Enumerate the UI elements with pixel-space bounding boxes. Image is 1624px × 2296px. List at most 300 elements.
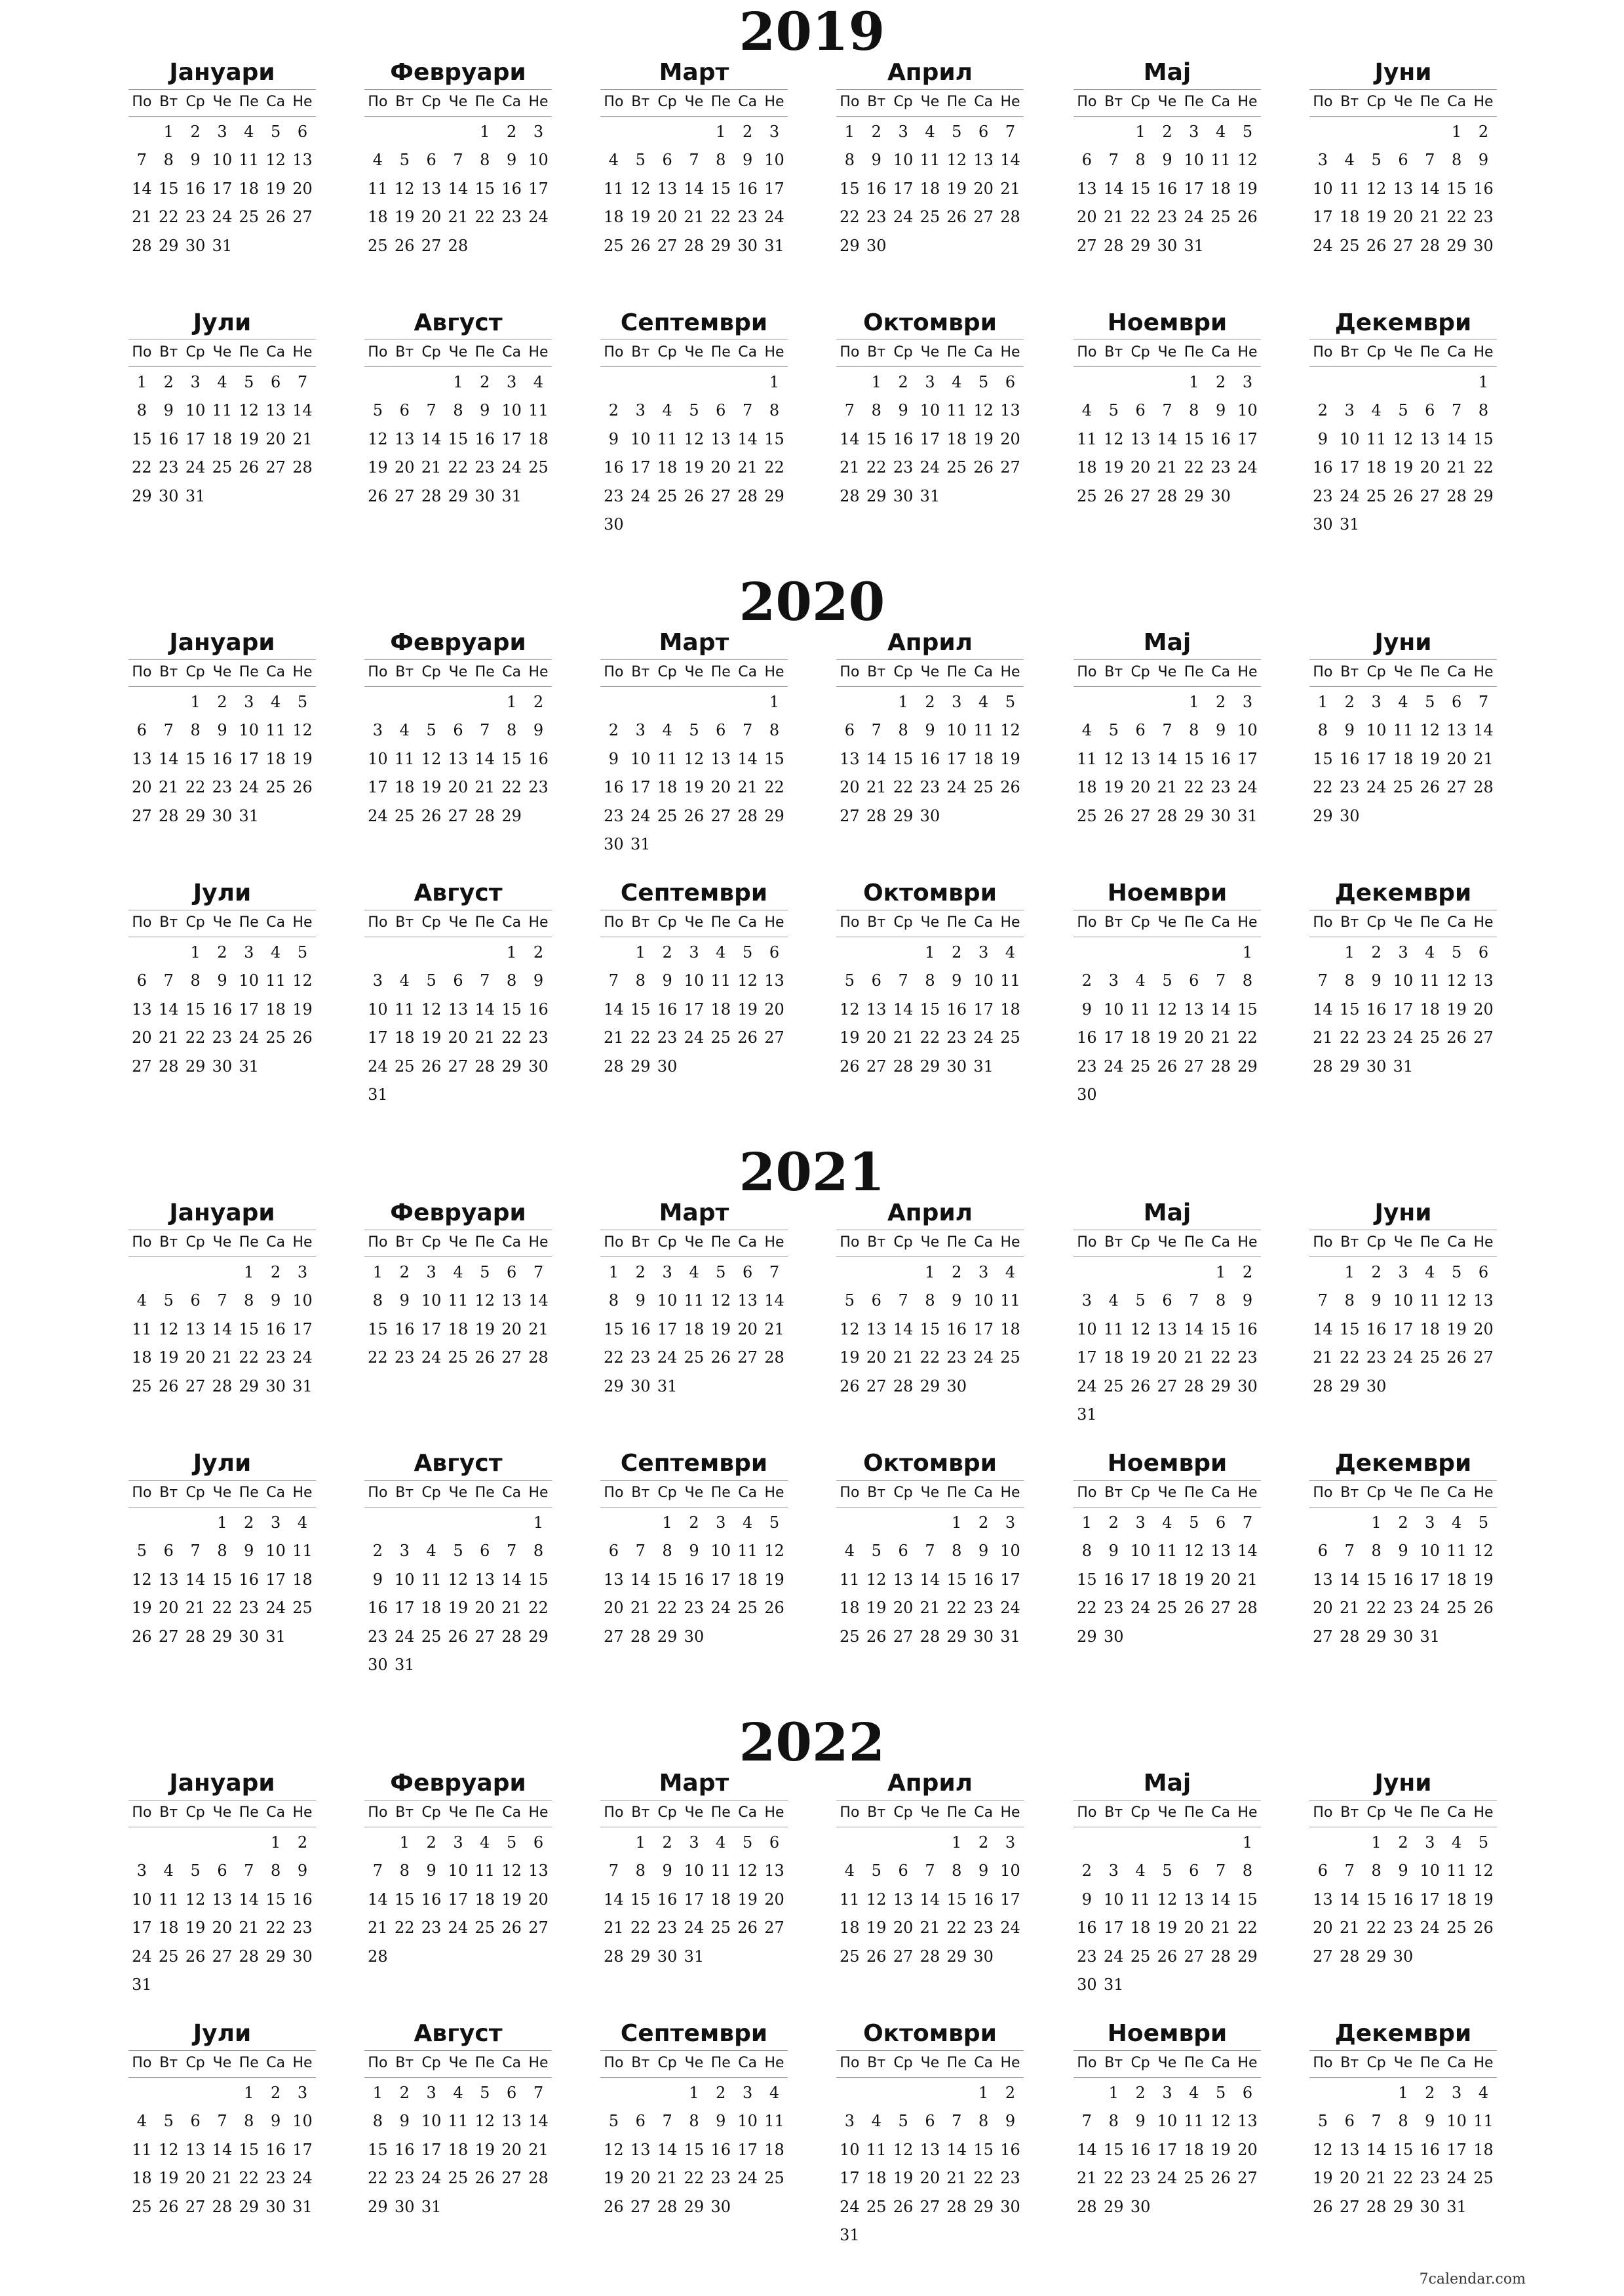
- day-number: 13: [630, 2140, 651, 2159]
- day-number: 1: [898, 693, 908, 711]
- day-number: 24: [421, 1348, 442, 1367]
- day-number: 1: [190, 943, 201, 962]
- day-number: 21: [1077, 2169, 1097, 2188]
- day-number: 26: [1157, 1057, 1178, 1076]
- day-number: 24: [1339, 486, 1360, 505]
- weekday-label: Са: [738, 1234, 758, 1251]
- day-number: 30: [394, 2197, 415, 2216]
- day-number: 17: [630, 458, 651, 477]
- day-number: 5: [769, 1513, 780, 1532]
- month-name: Јануари: [169, 1199, 275, 1226]
- day-number: 3: [925, 373, 935, 391]
- day-number: 19: [1420, 749, 1440, 768]
- day-number: 27: [265, 458, 286, 477]
- day-number: 29: [1339, 1376, 1360, 1395]
- day-number: 28: [657, 2197, 678, 2216]
- day-number: 13: [764, 971, 784, 990]
- empty-cell: [1154, 1829, 1181, 1857]
- day-number: 17: [421, 2140, 442, 2159]
- month-name: Октомври: [863, 1450, 997, 1477]
- month-name: Октомври: [863, 880, 997, 906]
- weekday-label: Са: [502, 664, 522, 680]
- day-number: 4: [271, 693, 281, 711]
- day-number: 16: [528, 749, 549, 768]
- day-number: 1: [635, 943, 646, 962]
- day-number: 17: [1420, 1890, 1440, 1909]
- day-number: 13: [1473, 971, 1494, 990]
- empty-cell: [1309, 1829, 1336, 1857]
- weekday-header: [1073, 340, 1261, 367]
- day-number: 21: [501, 1599, 522, 1618]
- day-number: 3: [1108, 971, 1119, 990]
- day-number: 5: [743, 943, 753, 962]
- day-number: 31: [394, 1655, 415, 1674]
- day-number: 17: [973, 1319, 994, 1338]
- day-number: 19: [421, 1028, 442, 1047]
- empty-cell: [734, 688, 761, 716]
- day-number: 29: [1184, 486, 1205, 505]
- weekday-label: Вт: [1104, 1485, 1123, 1501]
- day-number: 16: [710, 2140, 731, 2159]
- weekday-header: [1309, 659, 1497, 687]
- weekday-header: [600, 89, 788, 117]
- day-number: 21: [212, 1348, 233, 1367]
- day-number: 25: [1077, 486, 1097, 505]
- day-grid: [1309, 367, 1497, 539]
- day-number: 6: [978, 123, 989, 141]
- day-number: 19: [421, 778, 442, 797]
- day-number: 15: [1077, 1570, 1097, 1589]
- day-number: 4: [1135, 1861, 1146, 1880]
- empty-cell: [600, 368, 627, 397]
- day-number: 13: [185, 2140, 206, 2159]
- day-number: 2: [1108, 1513, 1119, 1532]
- day-number: 11: [1420, 1291, 1440, 1310]
- weekday-label: Вт: [1340, 664, 1359, 680]
- day-number: 24: [1237, 458, 1258, 477]
- day-number: 3: [716, 1513, 726, 1532]
- day-number: 29: [1339, 1057, 1360, 1076]
- day-number: 14: [946, 2140, 967, 2159]
- day-number: 30: [239, 1627, 260, 1646]
- month-calendar: [364, 2017, 552, 2221]
- day-number: 26: [1210, 2169, 1231, 2188]
- day-number: 10: [710, 1542, 731, 1561]
- weekday-label: Не: [292, 2055, 313, 2071]
- day-number: 10: [421, 2112, 442, 2131]
- weekday-label: Са: [738, 664, 758, 680]
- weekday-label: Са: [974, 914, 994, 931]
- day-number: 9: [898, 401, 908, 420]
- month-name: Февруари: [390, 1770, 526, 1797]
- day-number: 11: [604, 179, 624, 198]
- empty-cell: [1390, 118, 1417, 146]
- day-number: 6: [1216, 1513, 1226, 1532]
- day-number: 22: [212, 1599, 233, 1618]
- day-number: 25: [1157, 1599, 1178, 1618]
- day-number: 23: [1366, 1028, 1387, 1047]
- weekday-label: Ср: [1131, 94, 1150, 110]
- day-number: 19: [710, 1319, 731, 1338]
- day-number: 29: [919, 1376, 940, 1395]
- day-number: 20: [840, 778, 860, 797]
- month-name: Јуни: [1374, 629, 1432, 656]
- weekday-label: Ср: [657, 1804, 677, 1821]
- day-grid: [1073, 1257, 1261, 1429]
- day-number: 27: [630, 2197, 651, 2216]
- day-number: 3: [190, 373, 201, 391]
- day-number: 21: [474, 778, 495, 797]
- day-number: 9: [1398, 1542, 1408, 1561]
- day-number: 11: [1446, 1542, 1467, 1561]
- day-number: 3: [453, 1833, 463, 1852]
- day-number: 2: [952, 943, 962, 962]
- day-number: 12: [1103, 749, 1124, 768]
- day-number: 10: [421, 1291, 442, 1310]
- day-number: 24: [1446, 2169, 1467, 2188]
- day-number: 27: [1210, 1599, 1231, 1618]
- day-number: 18: [1000, 1000, 1020, 1019]
- day-number: 11: [737, 1542, 758, 1561]
- weekday-header: [1309, 1230, 1497, 1257]
- day-number: 11: [840, 1570, 860, 1589]
- day-number: 22: [630, 1918, 651, 1937]
- day-number: 8: [662, 1542, 672, 1561]
- weekday-label: По: [132, 1234, 152, 1251]
- day-number: 25: [866, 2197, 887, 2216]
- day-number: 30: [1339, 806, 1360, 825]
- empty-cell: [890, 1509, 917, 1537]
- month-name: Април: [887, 1770, 973, 1797]
- empty-cell: [155, 1829, 182, 1857]
- day-number: 30: [946, 1376, 967, 1395]
- day-number: 13: [1157, 1319, 1178, 1338]
- day-number: 29: [368, 2197, 388, 2216]
- day-number: 27: [604, 1627, 624, 1646]
- day-number: 16: [1366, 1319, 1387, 1338]
- day-number: 25: [212, 458, 233, 477]
- weekday-header: [836, 1230, 1024, 1257]
- day-number: 28: [1157, 806, 1178, 825]
- month-calendar: [128, 1447, 316, 1651]
- day-number: 29: [132, 486, 152, 505]
- day-number: 24: [893, 208, 914, 227]
- month-calendar: [1073, 1197, 1261, 1429]
- day-number: 18: [394, 778, 415, 797]
- day-number: 16: [1313, 458, 1333, 477]
- day-number: 20: [1393, 208, 1414, 227]
- day-number: 13: [1313, 1570, 1333, 1589]
- day-number: 24: [1000, 1918, 1020, 1937]
- day-number: 6: [1135, 721, 1146, 740]
- day-number: 10: [185, 401, 206, 420]
- weekday-label: Че: [1157, 664, 1177, 680]
- day-number: 9: [635, 1291, 646, 1310]
- day-number: 20: [501, 1319, 522, 1338]
- day-number: 5: [871, 1542, 881, 1561]
- weekday-label: Не: [764, 344, 784, 360]
- day-number: 28: [630, 1627, 651, 1646]
- weekday-header: [128, 1800, 316, 1827]
- day-number: 16: [1077, 1028, 1097, 1047]
- day-number: 8: [1081, 1542, 1092, 1561]
- day-number: 26: [1130, 1376, 1151, 1395]
- day-number: 6: [1478, 1263, 1489, 1281]
- empty-cell: [1073, 368, 1100, 397]
- day-number: 31: [919, 486, 940, 505]
- weekday-label: Вт: [1104, 914, 1123, 931]
- day-number: 29: [1130, 236, 1151, 255]
- day-number: 3: [1398, 1263, 1408, 1281]
- weekday-label: Не: [528, 2055, 549, 2071]
- day-number: 14: [212, 1319, 233, 1338]
- empty-cell: [1180, 1829, 1207, 1857]
- day-number: 15: [239, 2140, 260, 2159]
- day-grid: [1073, 117, 1261, 260]
- day-number: 26: [684, 806, 705, 825]
- day-number: 2: [399, 1263, 410, 1281]
- weekday-label: Пе: [710, 914, 731, 931]
- day-number: 2: [662, 943, 672, 962]
- day-number: 4: [1452, 1833, 1462, 1852]
- month-calendar: [1309, 1447, 1497, 1651]
- empty-cell: [128, 1258, 155, 1287]
- day-number: 20: [737, 1319, 758, 1338]
- weekday-label: Че: [920, 664, 940, 680]
- day-number: 23: [1210, 458, 1231, 477]
- day-number: 15: [1103, 2140, 1124, 2159]
- day-number: 26: [501, 1918, 522, 1937]
- day-number: 24: [1420, 1599, 1440, 1618]
- weekday-label: Вт: [1340, 94, 1359, 110]
- day-number: 17: [185, 429, 206, 448]
- day-number: 3: [662, 1263, 672, 1281]
- day-number: 28: [1366, 2197, 1387, 2216]
- day-number: 5: [136, 1542, 147, 1561]
- day-number: 6: [769, 943, 780, 962]
- day-number: 26: [421, 1057, 442, 1076]
- day-number: 9: [978, 1861, 989, 1880]
- empty-cell: [627, 1509, 654, 1537]
- weekday-label: По: [368, 1804, 388, 1821]
- day-number: 18: [1130, 1918, 1151, 1937]
- day-number: 17: [292, 2140, 313, 2159]
- weekday-label: По: [604, 1234, 624, 1251]
- day-number: 12: [737, 971, 758, 990]
- day-grid: [600, 937, 788, 1081]
- day-number: 20: [501, 2140, 522, 2159]
- day-number: 15: [946, 1570, 967, 1589]
- weekday-header: [364, 1230, 552, 1257]
- empty-cell: [364, 939, 391, 967]
- day-grid: [128, 687, 316, 830]
- day-number: 14: [1420, 179, 1440, 198]
- day-number: 10: [1237, 401, 1258, 420]
- day-number: 31: [265, 1627, 286, 1646]
- day-number: 15: [185, 749, 206, 768]
- day-number: 7: [1189, 1291, 1199, 1310]
- day-number: 4: [1425, 943, 1435, 962]
- day-grid: [364, 2078, 552, 2221]
- weekday-label: Че: [212, 1234, 232, 1251]
- day-number: 1: [244, 2084, 254, 2102]
- day-number: 4: [1371, 401, 1382, 420]
- weekday-label: Пе: [239, 1234, 259, 1251]
- day-number: 15: [1184, 429, 1205, 448]
- day-number: 4: [978, 693, 989, 711]
- day-number: 14: [1339, 1890, 1360, 1909]
- day-number: 9: [716, 2112, 726, 2131]
- day-number: 16: [158, 429, 179, 448]
- empty-cell: [681, 688, 708, 716]
- day-number: 11: [1473, 2112, 1494, 2131]
- day-number: 16: [1339, 749, 1360, 768]
- day-number: 16: [265, 2140, 286, 2159]
- day-number: 16: [630, 1319, 651, 1338]
- day-grid: [1073, 687, 1261, 830]
- day-number: 7: [1216, 971, 1226, 990]
- day-number: 5: [716, 1263, 726, 1281]
- day-number: 3: [978, 943, 989, 962]
- month-name: Јануари: [169, 1770, 275, 1797]
- day-number: 11: [1077, 749, 1097, 768]
- month-calendar: [836, 56, 1024, 260]
- day-number: 7: [1216, 1861, 1226, 1880]
- day-number: 12: [394, 179, 415, 198]
- day-number: 1: [271, 1833, 281, 1852]
- weekday-label: Вт: [1104, 664, 1123, 680]
- weekday-header: [128, 2050, 316, 2078]
- day-number: 9: [952, 971, 962, 990]
- day-number: 3: [1108, 1861, 1119, 1880]
- weekday-label: Че: [212, 94, 232, 110]
- weekday-label: Че: [684, 94, 704, 110]
- day-number: 6: [1189, 1861, 1199, 1880]
- day-number: 22: [919, 1028, 940, 1047]
- day-number: 26: [1446, 1348, 1467, 1367]
- day-number: 30: [158, 486, 179, 505]
- day-number: 30: [292, 1947, 313, 1966]
- day-number: 21: [1210, 1028, 1231, 1047]
- weekday-label: Че: [1157, 1804, 1177, 1821]
- empty-cell: [209, 1258, 236, 1287]
- day-number: 27: [185, 1376, 206, 1395]
- day-number: 12: [1157, 1000, 1178, 1019]
- day-number: 29: [501, 806, 522, 825]
- day-number: 16: [212, 1000, 233, 1019]
- day-number: 9: [217, 721, 227, 740]
- weekday-label: Не: [764, 1234, 784, 1251]
- month-calendar: [1309, 1767, 1497, 1971]
- day-number: 18: [474, 1890, 495, 1909]
- day-number: 27: [448, 806, 469, 825]
- weekday-label: По: [1313, 1804, 1333, 1821]
- month-calendar: [1073, 2017, 1261, 2221]
- day-number: 28: [737, 806, 758, 825]
- empty-cell: [418, 368, 445, 397]
- day-number: 11: [946, 401, 967, 420]
- day-number: 14: [737, 749, 758, 768]
- empty-cell: [1100, 939, 1127, 967]
- day-number: 29: [630, 1947, 651, 1966]
- day-number: 29: [212, 1627, 233, 1646]
- empty-cell: [1309, 368, 1336, 397]
- weekday-header: [600, 1230, 788, 1257]
- day-number: 28: [737, 486, 758, 505]
- day-number: 20: [212, 1918, 233, 1937]
- day-number: 5: [689, 721, 699, 740]
- day-number: 29: [448, 486, 469, 505]
- weekday-label: Не: [1473, 344, 1494, 360]
- day-number: 15: [394, 1890, 415, 1909]
- day-number: 6: [217, 1861, 227, 1880]
- empty-cell: [128, 939, 155, 967]
- day-number: 21: [764, 1319, 784, 1338]
- day-number: 2: [297, 1833, 308, 1852]
- weekday-header: [364, 659, 552, 687]
- day-number: 30: [1077, 1975, 1097, 1994]
- day-number: 22: [501, 778, 522, 797]
- day-number: 4: [533, 373, 544, 391]
- day-number: 22: [1237, 1918, 1258, 1937]
- day-number: 19: [158, 2169, 179, 2188]
- day-number: 25: [474, 1918, 495, 1937]
- day-number: 26: [893, 2197, 914, 2216]
- day-number: 19: [1184, 1570, 1205, 1589]
- day-number: 11: [394, 749, 415, 768]
- empty-cell: [734, 368, 761, 397]
- weekday-label: Са: [1211, 664, 1231, 680]
- weekday-label: По: [1077, 344, 1097, 360]
- day-number: 9: [1242, 1291, 1253, 1310]
- day-number: 27: [1000, 458, 1020, 477]
- month-name: Февруари: [390, 629, 526, 656]
- day-number: 11: [1077, 429, 1097, 448]
- day-number: 7: [533, 1263, 544, 1281]
- month-calendar: [1309, 2017, 1497, 2221]
- day-number: 6: [1452, 693, 1462, 711]
- day-number: 19: [1210, 2140, 1231, 2159]
- empty-cell: [863, 2079, 890, 2107]
- day-number: 18: [946, 429, 967, 448]
- day-number: 26: [158, 1376, 179, 1395]
- day-number: 23: [1157, 208, 1178, 227]
- month-calendar: [1309, 56, 1497, 260]
- day-number: 29: [866, 486, 887, 505]
- day-number: 8: [372, 1291, 383, 1310]
- day-number: 20: [448, 1028, 469, 1047]
- day-number: 7: [871, 721, 881, 740]
- empty-cell: [1416, 118, 1443, 146]
- empty-cell: [128, 1829, 155, 1857]
- day-number: 14: [1313, 1000, 1333, 1019]
- day-number: 18: [1473, 2140, 1494, 2159]
- day-number: 2: [635, 1263, 646, 1281]
- day-number: 24: [840, 2197, 860, 2216]
- day-number: 9: [1371, 1291, 1382, 1310]
- empty-cell: [1127, 688, 1154, 716]
- day-number: 12: [710, 1291, 731, 1310]
- day-number: 13: [919, 2140, 940, 2159]
- day-number: 6: [743, 1263, 753, 1281]
- day-number: 23: [239, 1599, 260, 1618]
- day-number: 26: [737, 1918, 758, 1937]
- weekday-label: Пе: [239, 1485, 259, 1501]
- day-number: 11: [840, 1890, 860, 1909]
- day-number: 15: [158, 179, 179, 198]
- day-number: 8: [533, 1542, 544, 1561]
- day-number: 28: [1184, 1376, 1205, 1395]
